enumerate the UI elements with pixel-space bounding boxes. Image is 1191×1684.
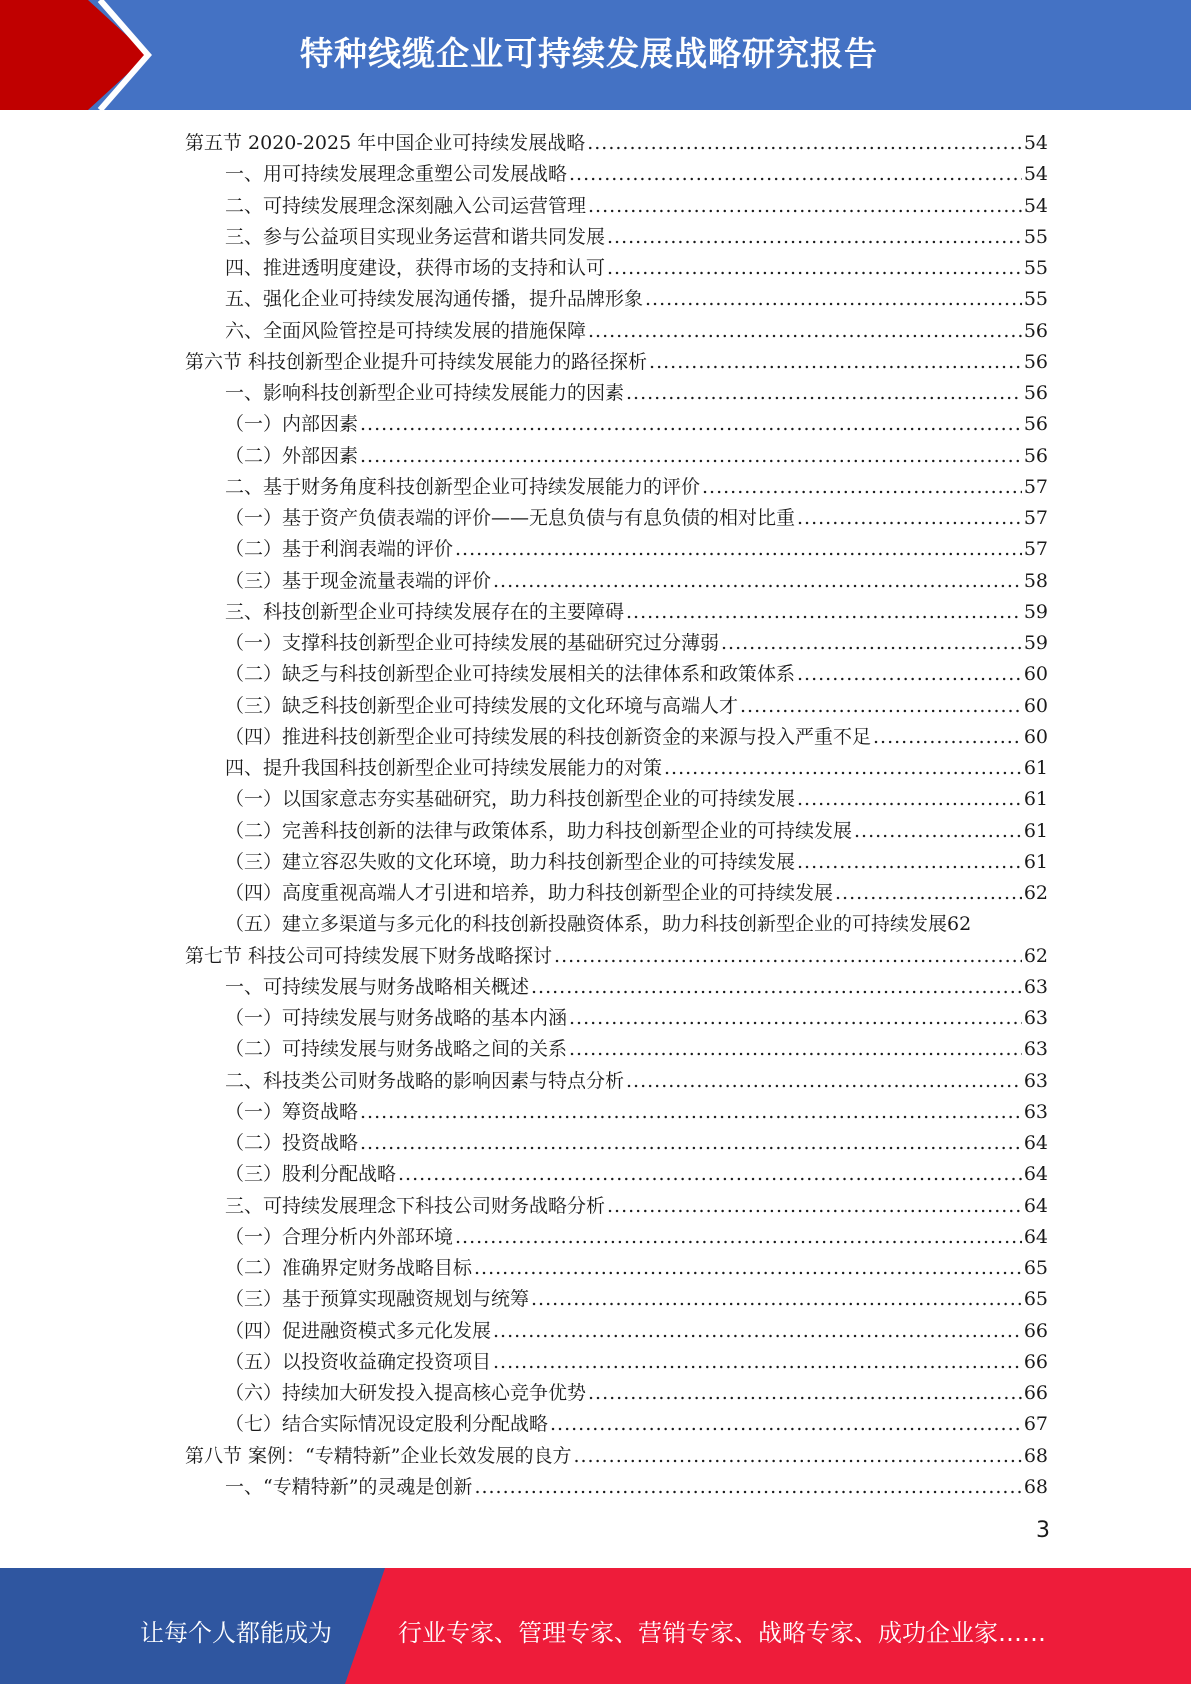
toc-entry[interactable] [185,1159,1048,1190]
page-footer [0,1568,1191,1684]
toc-entry-label: （一）可持续发展与财务战略的基本内涵 [225,1007,568,1029]
toc-entry[interactable] [185,941,1048,972]
toc-entry-label: 第八节 案例：“专精特新”企业长效发展的良方 [185,1444,572,1467]
toc-entry-label: 三、可持续发展理念下科技公司财务战略分析 [225,1194,606,1217]
toc-entry-label: （一）合理分析内外部环境 [225,1225,454,1248]
toc-entry[interactable] [185,1222,1048,1253]
toc-entry-page: 65 [1023,1257,1048,1279]
toc-entry-page: 67 [1023,1413,1048,1436]
toc-entry-page: 56 [1023,350,1048,373]
toc-entry-page: 66 [1023,1382,1048,1404]
toc-entry[interactable] [185,597,1048,628]
toc-entry-page: 60 [1023,694,1048,717]
toc-entry[interactable] [185,378,1048,409]
toc-entry[interactable] [185,534,1048,565]
toc-entry-label: （七）结合实际情况设定股利分配战略 [225,1413,549,1436]
toc-entry-label: （三）基于现金流量表端的评价 [225,569,492,592]
toc-entry[interactable] [185,128,1048,159]
toc-entry[interactable] [185,222,1048,253]
toc-entry-page: 55 [1023,288,1048,311]
toc-dot-leader [360,1128,1022,1159]
toc-entry[interactable] [185,1441,1048,1472]
toc-entry-page: 64 [1023,1132,1048,1154]
toc-entry-label: （二）外部因素 [225,444,359,467]
toc-entry[interactable] [185,1409,1048,1440]
toc-entry-page: 61 [1023,788,1048,811]
toc-entry-label: （一）基于资产负债表端的评价——无息负债与有息负债的相对比重 [225,507,796,529]
toc-entry-label: 二、可持续发展理念深刻融入公司运营管理 [225,194,587,217]
toc-dot-leader [607,1191,1022,1222]
toc-dot-leader [797,784,1022,815]
toc-entry-page: 62 [1023,944,1048,967]
toc-dot-leader [649,347,1022,378]
toc-entry-label: （四）促进融资模式多元化发展 [225,1319,492,1342]
toc-entry-page: 58 [1023,569,1048,592]
toc-entry-label: （一）筹资战略 [225,1100,359,1123]
toc-entry-page: 56 [1023,444,1048,467]
toc-entry[interactable] [185,1034,1048,1065]
toc-entry[interactable] [185,1128,1048,1159]
table-of-contents [185,128,1048,1503]
toc-entry-label: 五、强化企业可持续发展沟通传播，提升品牌形象 [225,288,644,311]
toc-entry[interactable] [185,1097,1048,1128]
toc-dot-leader [835,878,1022,909]
toc-entry-page: 56 [1023,382,1048,404]
toc-entry[interactable] [185,284,1048,315]
toc-entry-label: （三）基于预算实现融资规划与统筹 [225,1288,530,1311]
toc-entry-label: 三、科技创新型企业可持续发展存在的主要障碍 [225,600,625,623]
toc-dot-leader [626,1066,1022,1097]
toc-entry-label: 一、“专精特新”的灵魂是创新 [225,1475,473,1498]
toc-entry-label: （一）内部因素 [225,413,359,436]
toc-dot-leader [797,847,1022,878]
toc-dot-leader [474,1253,1022,1284]
toc-dot-leader [588,316,1022,347]
toc-entry-page: 61 [1023,819,1048,842]
toc-entry-page: 64 [1023,1194,1048,1217]
toc-entry-page: 60 [1023,725,1048,748]
toc-entry[interactable] [185,409,1048,440]
page-number: 3 [1036,1518,1050,1543]
toc-entry[interactable] [185,722,1048,753]
toc-dot-leader [550,1409,1022,1440]
toc-entry-page: 57 [1023,538,1048,561]
toc-entry[interactable] [185,628,1048,659]
toc-entry-label: （四）高度重视高端人才引进和培养，助力科技创新型企业的可持续发展 [225,882,834,904]
toc-dot-leader [569,1003,1022,1034]
toc-dot-leader [854,816,1022,847]
toc-entry[interactable] [185,253,1048,284]
toc-dot-leader [398,1159,1022,1190]
toc-dot-leader [588,1378,1022,1409]
toc-entry[interactable] [185,316,1048,347]
toc-entry-page: 63 [1023,1069,1048,1092]
toc-dot-leader [721,628,1022,659]
toc-dot-leader [360,409,1022,440]
toc-entry-label: 一、可持续发展与财务战略相关概述 [225,975,530,998]
toc-entry-label: （三）建立容忍失败的文化环境，助力科技创新型企业的可持续发展 [225,850,796,873]
report-title: 特种线缆企业可持续发展战略研究报告 [300,34,878,73]
toc-dot-leader [455,1222,1022,1253]
toc-entry-page: 65 [1023,1288,1048,1311]
toc-entry-page: 62 [1023,882,1048,904]
toc-entry-page: 63 [1023,1007,1048,1029]
toc-entry-page: 59 [1023,632,1048,654]
toc-dot-leader [587,128,1022,159]
toc-dot-leader [626,378,1022,409]
toc-entry-page: 61 [1023,757,1048,779]
toc-dot-leader [740,691,1022,722]
toc-dot-leader [493,566,1022,597]
toc-dot-leader [645,284,1022,315]
toc-dot-leader [873,722,1022,753]
toc-entry-page: 68 [1023,1475,1048,1498]
toc-entry-label: 第七节 科技公司可持续发展下财务战略探讨 [185,944,553,967]
toc-entry[interactable] [185,1003,1048,1034]
toc-entry-label: 四、提升我国科技创新型企业可持续发展能力的对策 [225,757,663,779]
toc-entry-label: 四、推进透明度建设，获得市场的支持和认可 [225,257,606,279]
toc-entry-label: （六）持续加大研发投入提高核心竞争优势 [225,1382,587,1404]
toc-entry-page: 63 [1023,1038,1048,1061]
toc-entry-label: （二）投资战略 [225,1132,359,1154]
toc-entry[interactable] [185,1378,1048,1409]
page-header [0,0,1191,110]
toc-entry-page: 60 [1023,663,1048,686]
toc-entry[interactable] [185,191,1048,222]
toc-dot-leader [607,253,1022,284]
toc-entry[interactable] [185,878,1048,909]
toc-entry[interactable] [185,784,1048,815]
toc-entry-label: （二）完善科技创新的法律与政策体系，助力科技创新型企业的可持续发展 [225,819,853,842]
toc-dot-leader [455,534,1022,565]
toc-entry-page: 56 [1023,413,1048,436]
toc-entry[interactable] [185,847,1048,878]
toc-entry-page: 63 [1023,1100,1048,1123]
toc-entry[interactable] [185,441,1048,472]
toc-entry-page: 64 [1023,1163,1048,1186]
toc-entry-page: 61 [1023,850,1048,873]
toc-entry-page: 57 [1023,475,1048,498]
toc-entry[interactable] [185,691,1048,722]
toc-dot-leader [569,159,1022,190]
toc-entry[interactable] [185,1066,1048,1097]
toc-entry[interactable] [185,1191,1048,1222]
toc-entry[interactable] [185,909,1048,940]
toc-entry[interactable] [185,1253,1048,1284]
toc-entry[interactable] [185,503,1048,534]
toc-entry-label: （二）准确界定财务战略目标 [225,1257,473,1279]
toc-dot-leader [360,441,1022,472]
toc-entry-label: （四）推进科技创新型企业可持续发展的科技创新资金的来源与投入严重不足 [225,725,872,748]
toc-entry-label: 第六节 科技创新型企业提升可持续发展能力的路径探析 [185,350,648,373]
toc-entry-page: 55 [1023,225,1048,248]
toc-entry[interactable] [185,472,1048,503]
toc-entry-label: 一、用可持续发展理念重塑公司发展战略 [225,163,568,186]
toc-dot-leader [702,472,1022,503]
toc-entry[interactable] [185,753,1048,784]
toc-entry-page: 64 [1023,1225,1048,1248]
toc-entry-label: 第五节 2020-2025 年中国企业可持续发展战略 [185,132,586,154]
toc-dot-leader [569,1034,1022,1065]
toc-entry-label: （三）股利分配战略 [225,1163,397,1186]
toc-entry-page: 66 [1023,1350,1048,1373]
toc-entry[interactable] [185,972,1048,1003]
toc-dot-leader [360,1097,1022,1128]
toc-dot-leader [588,191,1022,222]
toc-dot-leader [531,972,1022,1003]
toc-entry[interactable] [185,816,1048,847]
toc-dot-leader [626,597,1022,628]
toc-entry-label: （二）可持续发展与财务战略之间的关系 [225,1038,568,1061]
toc-entry-page: 55 [1023,257,1048,279]
toc-entry[interactable] [185,347,1048,378]
toc-entry-page: 57 [1023,507,1048,529]
toc-entry-page: 56 [1023,319,1048,342]
toc-entry-page: 62 [947,913,972,936]
toc-dot-leader [607,222,1022,253]
toc-entry-page: 54 [1023,194,1048,217]
toc-entry[interactable] [185,159,1048,190]
toc-entry-label: 三、参与公益项目实现业务运营和谐共同发展 [225,225,606,248]
toc-entry-label: （二）基于利润表端的评价 [225,538,454,561]
toc-entry[interactable] [185,1284,1048,1315]
toc-entry-page: 63 [1023,975,1048,998]
toc-entry[interactable] [185,659,1048,690]
toc-entry[interactable] [185,1347,1048,1378]
toc-entry-label: 一、影响科技创新型企业可持续发展能力的因素 [225,382,625,404]
toc-entry-page: 54 [1023,132,1048,154]
toc-entry-label: （五）建立多渠道与多元化的科技创新投融资体系，助力科技创新型企业的可持续发展 [225,913,948,936]
toc-dot-leader [797,503,1022,534]
toc-entry[interactable] [185,1316,1048,1347]
toc-entry-label: （二）缺乏与科技创新型企业可持续发展相关的法律体系和政策体系 [225,663,796,686]
toc-dot-leader [493,1347,1022,1378]
toc-entry-label: 二、科技类公司财务战略的影响因素与特点分析 [225,1069,625,1092]
toc-entry[interactable] [185,1472,1048,1503]
toc-dot-leader [573,1441,1021,1472]
toc-entry-label: 二、基于财务角度科技创新型企业可持续发展能力的评价 [225,475,701,498]
toc-dot-leader [797,659,1022,690]
toc-dot-leader [531,1284,1022,1315]
toc-dot-leader [493,1316,1022,1347]
toc-entry-label: 六、全面风险管控是可持续发展的措施保障 [225,319,587,342]
toc-entry-page: 68 [1023,1444,1048,1467]
toc-entry-label: （一）支撑科技创新型企业可持续发展的基础研究过分薄弱 [225,632,720,654]
toc-dot-leader [554,941,1022,972]
footer-slogan-right: 行业专家、管理专家、营销专家、战略专家、成功企业家…… [398,1619,1046,1647]
toc-entry-page: 54 [1023,163,1048,186]
toc-entry-label: （五）以投资收益确定投资项目 [225,1350,492,1373]
toc-dot-leader [664,753,1022,784]
toc-dot-leader [474,1472,1021,1503]
toc-entry-page: 66 [1023,1319,1048,1342]
toc-entry-label: （一）以国家意志夯实基础研究，助力科技创新型企业的可持续发展 [225,788,796,811]
footer-slogan-left: 让每个人都能成为 [140,1619,332,1647]
toc-entry-label: （三）缺乏科技创新型企业可持续发展的文化环境与高端人才 [225,694,739,717]
toc-entry[interactable] [185,566,1048,597]
toc-entry-page: 59 [1023,600,1048,623]
